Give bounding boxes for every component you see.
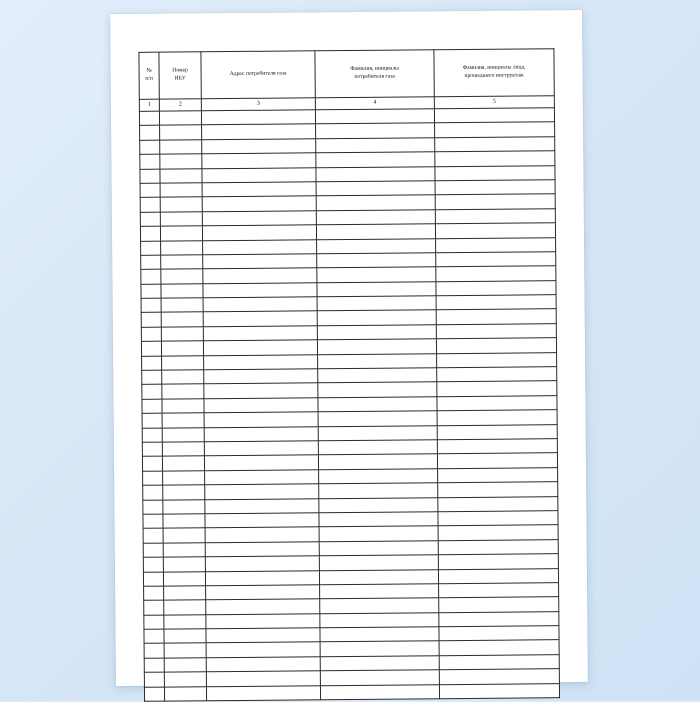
- table-cell[interactable]: [438, 496, 558, 511]
- table-cell[interactable]: [319, 512, 438, 527]
- table-cell[interactable]: [164, 658, 206, 673]
- table-cell[interactable]: [439, 626, 559, 641]
- table-cell[interactable]: [164, 643, 206, 658]
- table-cell[interactable]: [140, 226, 160, 241]
- table-cell[interactable]: [437, 439, 557, 454]
- table-cell[interactable]: [438, 554, 558, 569]
- table-body: [139, 108, 559, 702]
- table-cell[interactable]: [141, 313, 161, 328]
- table-cell[interactable]: [206, 628, 320, 643]
- table-cell[interactable]: [204, 398, 318, 413]
- table-cell[interactable]: [142, 413, 162, 428]
- table-cell[interactable]: [202, 196, 316, 211]
- table-cell[interactable]: [203, 239, 317, 254]
- table-cell[interactable]: [204, 455, 318, 470]
- table-cell[interactable]: [142, 385, 162, 400]
- table-cell[interactable]: [205, 570, 319, 585]
- table-cell[interactable]: [439, 640, 559, 655]
- table-cell[interactable]: [318, 440, 437, 455]
- table-cell[interactable]: [203, 340, 317, 355]
- table-cell[interactable]: [162, 456, 204, 471]
- table-cell[interactable]: [140, 154, 160, 169]
- table-cell[interactable]: [316, 152, 435, 167]
- table-cell[interactable]: [315, 109, 434, 124]
- table-cell[interactable]: [206, 613, 320, 628]
- table-cell[interactable]: [438, 482, 558, 497]
- table-cell[interactable]: [204, 354, 318, 369]
- table-cell[interactable]: [435, 208, 555, 223]
- table-cell[interactable]: [163, 471, 205, 486]
- table-cell[interactable]: [164, 629, 206, 644]
- table-cell[interactable]: [161, 341, 203, 356]
- table-cell[interactable]: [163, 485, 205, 500]
- table-cell[interactable]: [318, 454, 437, 469]
- table-cell[interactable]: [206, 642, 320, 657]
- table-cell[interactable]: [436, 338, 556, 353]
- journal-table-wrapper: [138, 48, 559, 702]
- table-cell[interactable]: [316, 209, 435, 224]
- table-cell[interactable]: [162, 370, 204, 385]
- table-cell[interactable]: [320, 684, 439, 699]
- table-cell[interactable]: [164, 614, 206, 629]
- table-cell[interactable]: [319, 483, 438, 498]
- table-cell[interactable]: [317, 253, 436, 268]
- table-cell[interactable]: [320, 627, 439, 642]
- table-cell[interactable]: [204, 426, 318, 441]
- table-cell[interactable]: [438, 539, 558, 554]
- table-cell[interactable]: [159, 111, 201, 126]
- table-cell[interactable]: [204, 441, 318, 456]
- table-cell[interactable]: [162, 427, 204, 442]
- table-cell[interactable]: [436, 237, 556, 252]
- table-cell[interactable]: [438, 525, 558, 540]
- table-cell[interactable]: [163, 571, 205, 586]
- table-cell[interactable]: [205, 513, 319, 528]
- table-cell[interactable]: [204, 412, 318, 427]
- table-cell[interactable]: [206, 599, 320, 614]
- column-header-meter-number-line-2: ИБУ: [174, 75, 186, 82]
- table-cell[interactable]: [141, 241, 161, 256]
- table-cell[interactable]: [319, 497, 438, 512]
- table-cell[interactable]: [316, 123, 435, 138]
- table-cell[interactable]: [162, 399, 204, 414]
- table-cell[interactable]: [162, 384, 204, 399]
- table-cell[interactable]: [435, 136, 555, 151]
- table-cell[interactable]: [143, 557, 163, 572]
- table-cell[interactable]: [437, 424, 557, 439]
- table-cell[interactable]: [201, 110, 315, 125]
- table-cell[interactable]: [161, 283, 203, 298]
- table-cell[interactable]: [203, 297, 317, 312]
- table-cell[interactable]: [202, 124, 316, 139]
- table-cell[interactable]: [205, 527, 319, 542]
- table-cell[interactable]: [142, 428, 162, 443]
- table-cell[interactable]: [319, 555, 438, 570]
- table-cell[interactable]: [436, 295, 556, 310]
- table-cell[interactable]: [143, 543, 163, 558]
- table-cell[interactable]: [320, 612, 439, 627]
- table-cell[interactable]: [142, 356, 162, 371]
- table-cell[interactable]: [316, 224, 435, 239]
- table-cell[interactable]: [160, 226, 202, 241]
- table-cell[interactable]: [317, 296, 436, 311]
- table-cell[interactable]: [160, 212, 202, 227]
- table-cell[interactable]: [144, 615, 164, 630]
- table-cell[interactable]: [163, 542, 205, 557]
- table-cell[interactable]: [141, 255, 161, 270]
- table-cell[interactable]: [317, 325, 436, 340]
- table-cell[interactable]: [318, 397, 437, 412]
- table-cell[interactable]: [143, 500, 163, 515]
- table-cell[interactable]: [204, 383, 318, 398]
- table-cell[interactable]: [144, 586, 164, 601]
- table-cell[interactable]: [164, 586, 206, 601]
- table-cell[interactable]: [434, 108, 554, 123]
- table-cell[interactable]: [316, 195, 435, 210]
- table-cell[interactable]: [435, 194, 555, 209]
- table-cell[interactable]: [161, 312, 203, 327]
- table-cell[interactable]: [140, 212, 160, 227]
- table-cell[interactable]: [139, 111, 159, 126]
- table-cell[interactable]: [142, 457, 162, 472]
- table-cell[interactable]: [437, 395, 557, 410]
- table-cell[interactable]: [163, 528, 205, 543]
- table-cell[interactable]: [318, 411, 437, 426]
- table-cell[interactable]: [163, 557, 205, 572]
- table-cell[interactable]: [202, 167, 316, 182]
- table-cell[interactable]: [143, 485, 163, 500]
- column-number-2: 2: [159, 99, 201, 111]
- table-cell[interactable]: [206, 671, 320, 686]
- table-cell[interactable]: [162, 413, 204, 428]
- table-cell[interactable]: [320, 641, 439, 656]
- table-cell[interactable]: [144, 644, 164, 659]
- table-cell[interactable]: [320, 670, 439, 685]
- column-header-instructed-person: [434, 49, 554, 97]
- table-cell[interactable]: [161, 269, 203, 284]
- table-cell[interactable]: [436, 309, 556, 324]
- table-cell[interactable]: [437, 410, 557, 425]
- table-cell[interactable]: [160, 154, 202, 169]
- table-cell[interactable]: [203, 326, 317, 341]
- table-cell[interactable]: [439, 683, 559, 698]
- table-cell[interactable]: [317, 310, 436, 325]
- table-cell[interactable]: [436, 252, 556, 267]
- table-cell[interactable]: [437, 352, 557, 367]
- table-cell[interactable]: [437, 367, 557, 382]
- table-cell[interactable]: [144, 658, 164, 673]
- table-header-row: [139, 49, 554, 100]
- table-cell[interactable]: [316, 138, 435, 153]
- table-cell[interactable]: [164, 672, 206, 687]
- column-header-consumer-name: [315, 50, 434, 98]
- table-cell[interactable]: [206, 585, 320, 600]
- table-cell[interactable]: [205, 470, 319, 485]
- table-cell[interactable]: [318, 382, 437, 397]
- column-header-number: [139, 52, 159, 99]
- table-cell[interactable]: [320, 584, 439, 599]
- journal-table: [138, 48, 560, 702]
- table-row[interactable]: [144, 683, 559, 701]
- column-header-instructed-person-line-2: прошедшего инструктаж: [464, 72, 524, 79]
- table-cell[interactable]: [435, 151, 555, 166]
- table-cell[interactable]: [160, 183, 202, 198]
- table-cell[interactable]: [435, 223, 555, 238]
- table-cell[interactable]: [319, 569, 438, 584]
- table-cell[interactable]: [436, 280, 556, 295]
- table-cell[interactable]: [162, 442, 204, 457]
- table-cell[interactable]: [202, 153, 316, 168]
- table-cell[interactable]: [141, 284, 161, 299]
- table-cell[interactable]: [437, 381, 557, 396]
- table-cell[interactable]: [439, 655, 559, 670]
- table-cell[interactable]: [205, 484, 319, 499]
- table-cell[interactable]: [141, 298, 161, 313]
- table-cell[interactable]: [140, 183, 160, 198]
- column-header-consumer-name-line-2: потребителя газа: [354, 73, 395, 80]
- paper-sheet: [110, 10, 588, 686]
- column-header-instructed-person-line-1: Фамилия, инициалы лица,: [462, 64, 526, 72]
- table-cell[interactable]: [438, 467, 558, 482]
- table-cell[interactable]: [205, 556, 319, 571]
- table-cell[interactable]: [319, 468, 438, 483]
- table-cell[interactable]: [161, 327, 203, 342]
- table-cell[interactable]: [439, 597, 559, 612]
- table-cell[interactable]: [144, 672, 164, 687]
- table-cell[interactable]: [163, 514, 205, 529]
- table-cell[interactable]: [435, 122, 555, 137]
- table-cell[interactable]: [141, 341, 161, 356]
- table-cell[interactable]: [439, 583, 559, 598]
- column-header-number-line-1: №: [146, 68, 152, 75]
- table-cell[interactable]: [202, 225, 316, 240]
- table-cell[interactable]: [140, 126, 160, 141]
- table-cell[interactable]: [438, 511, 558, 526]
- table-cell[interactable]: [140, 197, 160, 212]
- table-cell[interactable]: [317, 238, 436, 253]
- table-cell[interactable]: [142, 442, 162, 457]
- table-cell[interactable]: [204, 369, 318, 384]
- column-header-consumer-name-line-1: Фамилия, инициалы: [350, 66, 399, 73]
- column-header-meter-number-line-1: Номер: [172, 67, 188, 74]
- table-cell[interactable]: [144, 687, 164, 702]
- table-cell[interactable]: [319, 540, 438, 555]
- table-cell[interactable]: [141, 269, 161, 284]
- table-cell[interactable]: [435, 180, 555, 195]
- table-cell[interactable]: [202, 139, 316, 154]
- table-cell[interactable]: [164, 600, 206, 615]
- table-cell[interactable]: [140, 169, 160, 184]
- table-cell[interactable]: [435, 165, 555, 180]
- table-cell[interactable]: [160, 168, 202, 183]
- table-cell[interactable]: [142, 370, 162, 385]
- table-cell[interactable]: [161, 255, 203, 270]
- table-cell[interactable]: [437, 453, 557, 468]
- table-cell[interactable]: [163, 499, 205, 514]
- table-cell[interactable]: [318, 353, 437, 368]
- table-cell[interactable]: [203, 268, 317, 283]
- table-cell[interactable]: [318, 425, 437, 440]
- table-cell[interactable]: [439, 611, 559, 626]
- table-cell[interactable]: [316, 166, 435, 181]
- column-header-address: [201, 51, 315, 99]
- table-cell[interactable]: [320, 656, 439, 671]
- table-cell[interactable]: [160, 140, 202, 155]
- column-header-number-line-2: п/п: [145, 75, 153, 82]
- table-cell[interactable]: [161, 240, 203, 255]
- column-number-4: 4: [315, 97, 434, 110]
- table-cell[interactable]: [140, 140, 160, 155]
- table-cell[interactable]: [438, 568, 558, 583]
- table-cell[interactable]: [203, 282, 317, 297]
- table-cell[interactable]: [143, 471, 163, 486]
- column-header-address-line-1: Адрес потребителя газа: [229, 70, 287, 78]
- table-cell[interactable]: [436, 266, 556, 281]
- table-cell[interactable]: [144, 600, 164, 615]
- table-cell[interactable]: [144, 629, 164, 644]
- table-cell[interactable]: [316, 181, 435, 196]
- table-cell[interactable]: [206, 657, 320, 672]
- column-number-5: 5: [434, 96, 554, 109]
- table-cell[interactable]: [143, 572, 163, 587]
- table-cell[interactable]: [160, 197, 202, 212]
- table-cell[interactable]: [317, 267, 436, 282]
- table-cell[interactable]: [143, 514, 163, 529]
- table-cell[interactable]: [203, 254, 317, 269]
- table-cell[interactable]: [164, 686, 206, 701]
- table-cell[interactable]: [317, 339, 436, 354]
- column-number-1: 1: [139, 99, 159, 111]
- table-cell[interactable]: [436, 324, 556, 339]
- table-cell[interactable]: [202, 182, 316, 197]
- table-cell[interactable]: [141, 327, 161, 342]
- table-cell[interactable]: [203, 311, 317, 326]
- table-cell[interactable]: [162, 355, 204, 370]
- table-cell[interactable]: [206, 685, 320, 700]
- table-cell[interactable]: [161, 298, 203, 313]
- table-cell[interactable]: [160, 125, 202, 140]
- column-number-3: 3: [201, 98, 315, 111]
- table-cell[interactable]: [318, 368, 437, 383]
- table-cell[interactable]: [320, 598, 439, 613]
- table-cell[interactable]: [205, 498, 319, 513]
- table-cell[interactable]: [205, 541, 319, 556]
- table-cell[interactable]: [319, 526, 438, 541]
- table-cell[interactable]: [143, 528, 163, 543]
- column-header-meter-number: [159, 52, 201, 99]
- table-cell[interactable]: [317, 281, 436, 296]
- table-cell[interactable]: [142, 399, 162, 414]
- table-cell[interactable]: [439, 669, 559, 684]
- table-cell[interactable]: [202, 211, 316, 226]
